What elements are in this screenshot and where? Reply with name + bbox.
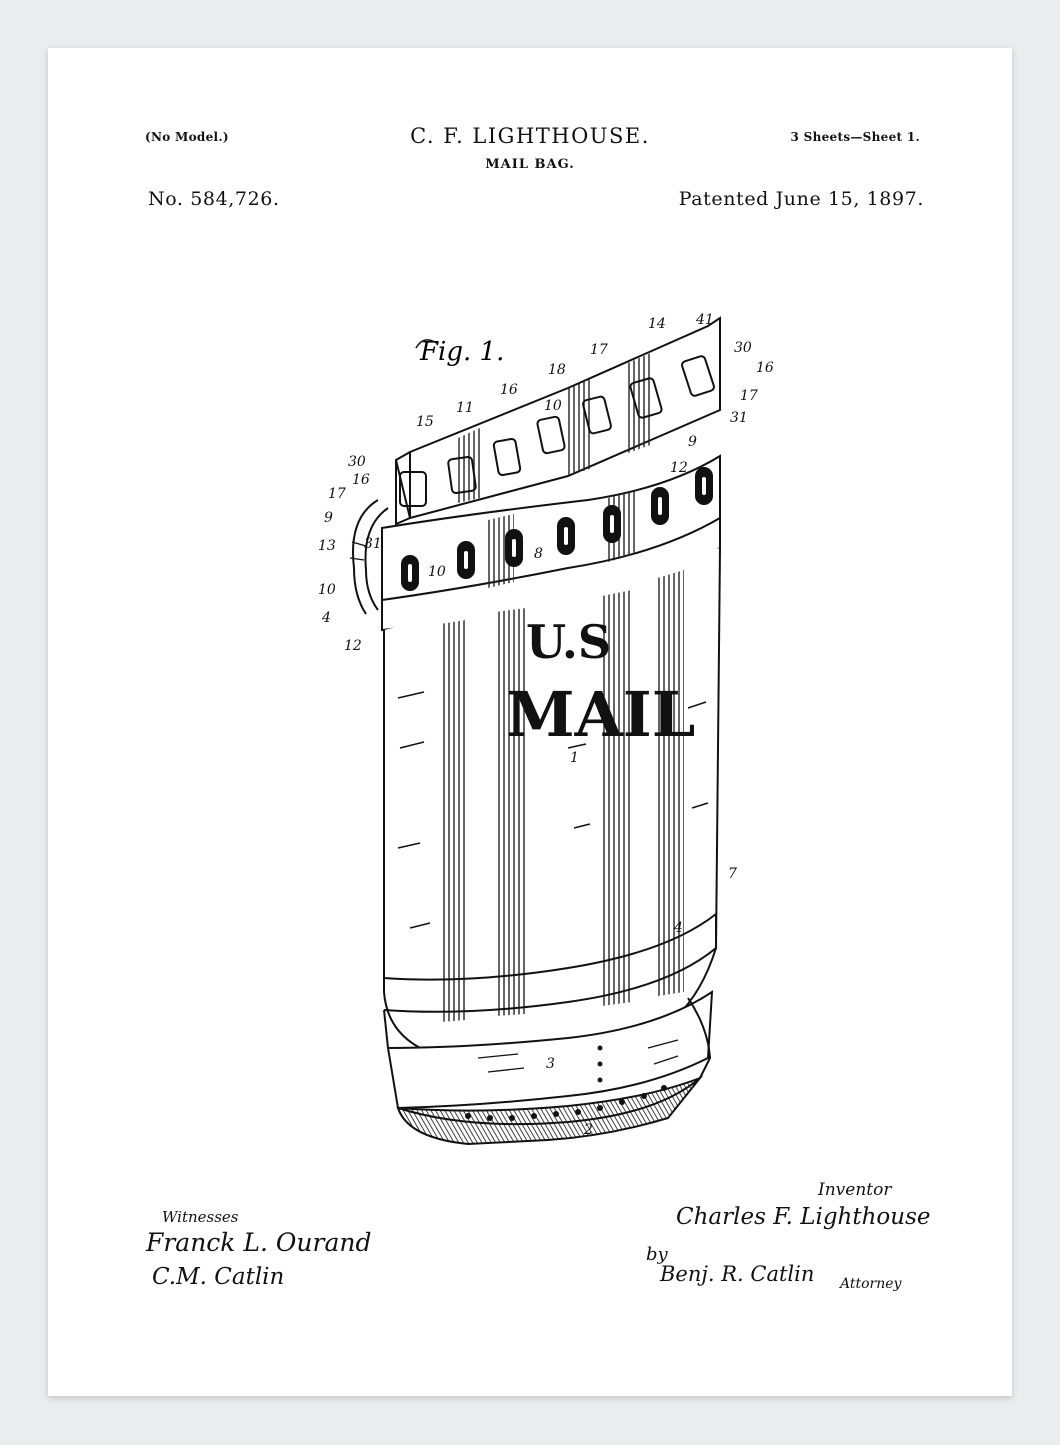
ref-7: 7 xyxy=(728,866,737,882)
figure-label: Fig. 1. xyxy=(420,337,505,367)
ref-3: 3 xyxy=(546,1056,555,1072)
ref-9: 9 xyxy=(324,510,333,526)
ref-4: 4 xyxy=(322,610,331,626)
ref-1: 1 xyxy=(570,750,579,766)
ref-12b: 12 xyxy=(670,460,688,476)
patent-sheet xyxy=(48,48,1012,1396)
sheet-count-label: 3 Sheets—Sheet 1. xyxy=(790,130,920,144)
ref-15: 15 xyxy=(416,414,434,430)
ref-2: 2 xyxy=(584,1122,593,1138)
ref-31b: 31 xyxy=(730,410,748,426)
ref-16b: 16 xyxy=(500,382,518,398)
ref-10c: 10 xyxy=(428,564,446,580)
witness-2-signature: C.M. Catlin xyxy=(152,1264,285,1290)
inventor-name-title: C. F. LIGHTHOUSE. xyxy=(410,124,650,148)
witness-1-signature: Franck L. Ourand xyxy=(146,1228,372,1257)
ref-10b: 10 xyxy=(318,582,336,598)
ref-17c: 17 xyxy=(328,486,346,502)
ref-8: 8 xyxy=(534,546,543,562)
ref-10: 10 xyxy=(544,398,562,414)
ref-11: 11 xyxy=(456,400,474,416)
ref-16: 16 xyxy=(756,360,774,376)
bag-stencil-mail: MAIL xyxy=(506,678,696,751)
ref-31: 31 xyxy=(364,536,382,552)
ref-13: 13 xyxy=(318,538,336,554)
ref-14: 14 xyxy=(648,316,666,332)
ref-17b: 17 xyxy=(590,342,608,358)
patent-date: Patented June 15, 1897. xyxy=(678,188,924,210)
invention-title: MAIL BAG. xyxy=(485,157,575,172)
witnesses-label: Witnesses xyxy=(162,1208,239,1226)
ref-4b: 4 xyxy=(674,920,683,936)
inventor-signature: Charles F. Lighthouse xyxy=(676,1204,931,1230)
attorney-label: Attorney xyxy=(840,1276,902,1292)
bag-stencil-us: U.S xyxy=(526,615,612,669)
ref-16c: 16 xyxy=(352,472,370,488)
ref-41: 41 xyxy=(696,312,714,328)
patent-number: No. 584,726. xyxy=(148,188,280,210)
no-model-label: (No Model.) xyxy=(145,130,229,144)
ref-17: 17 xyxy=(740,388,758,404)
ref-30: 30 xyxy=(734,340,752,356)
inventor-label: Inventor xyxy=(818,1180,892,1200)
ref-18: 18 xyxy=(548,362,566,378)
ref-30b: 30 xyxy=(348,454,366,470)
ref-12: 12 xyxy=(344,638,362,654)
by-label: by xyxy=(646,1244,668,1265)
ref-9b: 9 xyxy=(688,434,697,450)
attorney-signature: Benj. R. Catlin xyxy=(660,1262,815,1286)
